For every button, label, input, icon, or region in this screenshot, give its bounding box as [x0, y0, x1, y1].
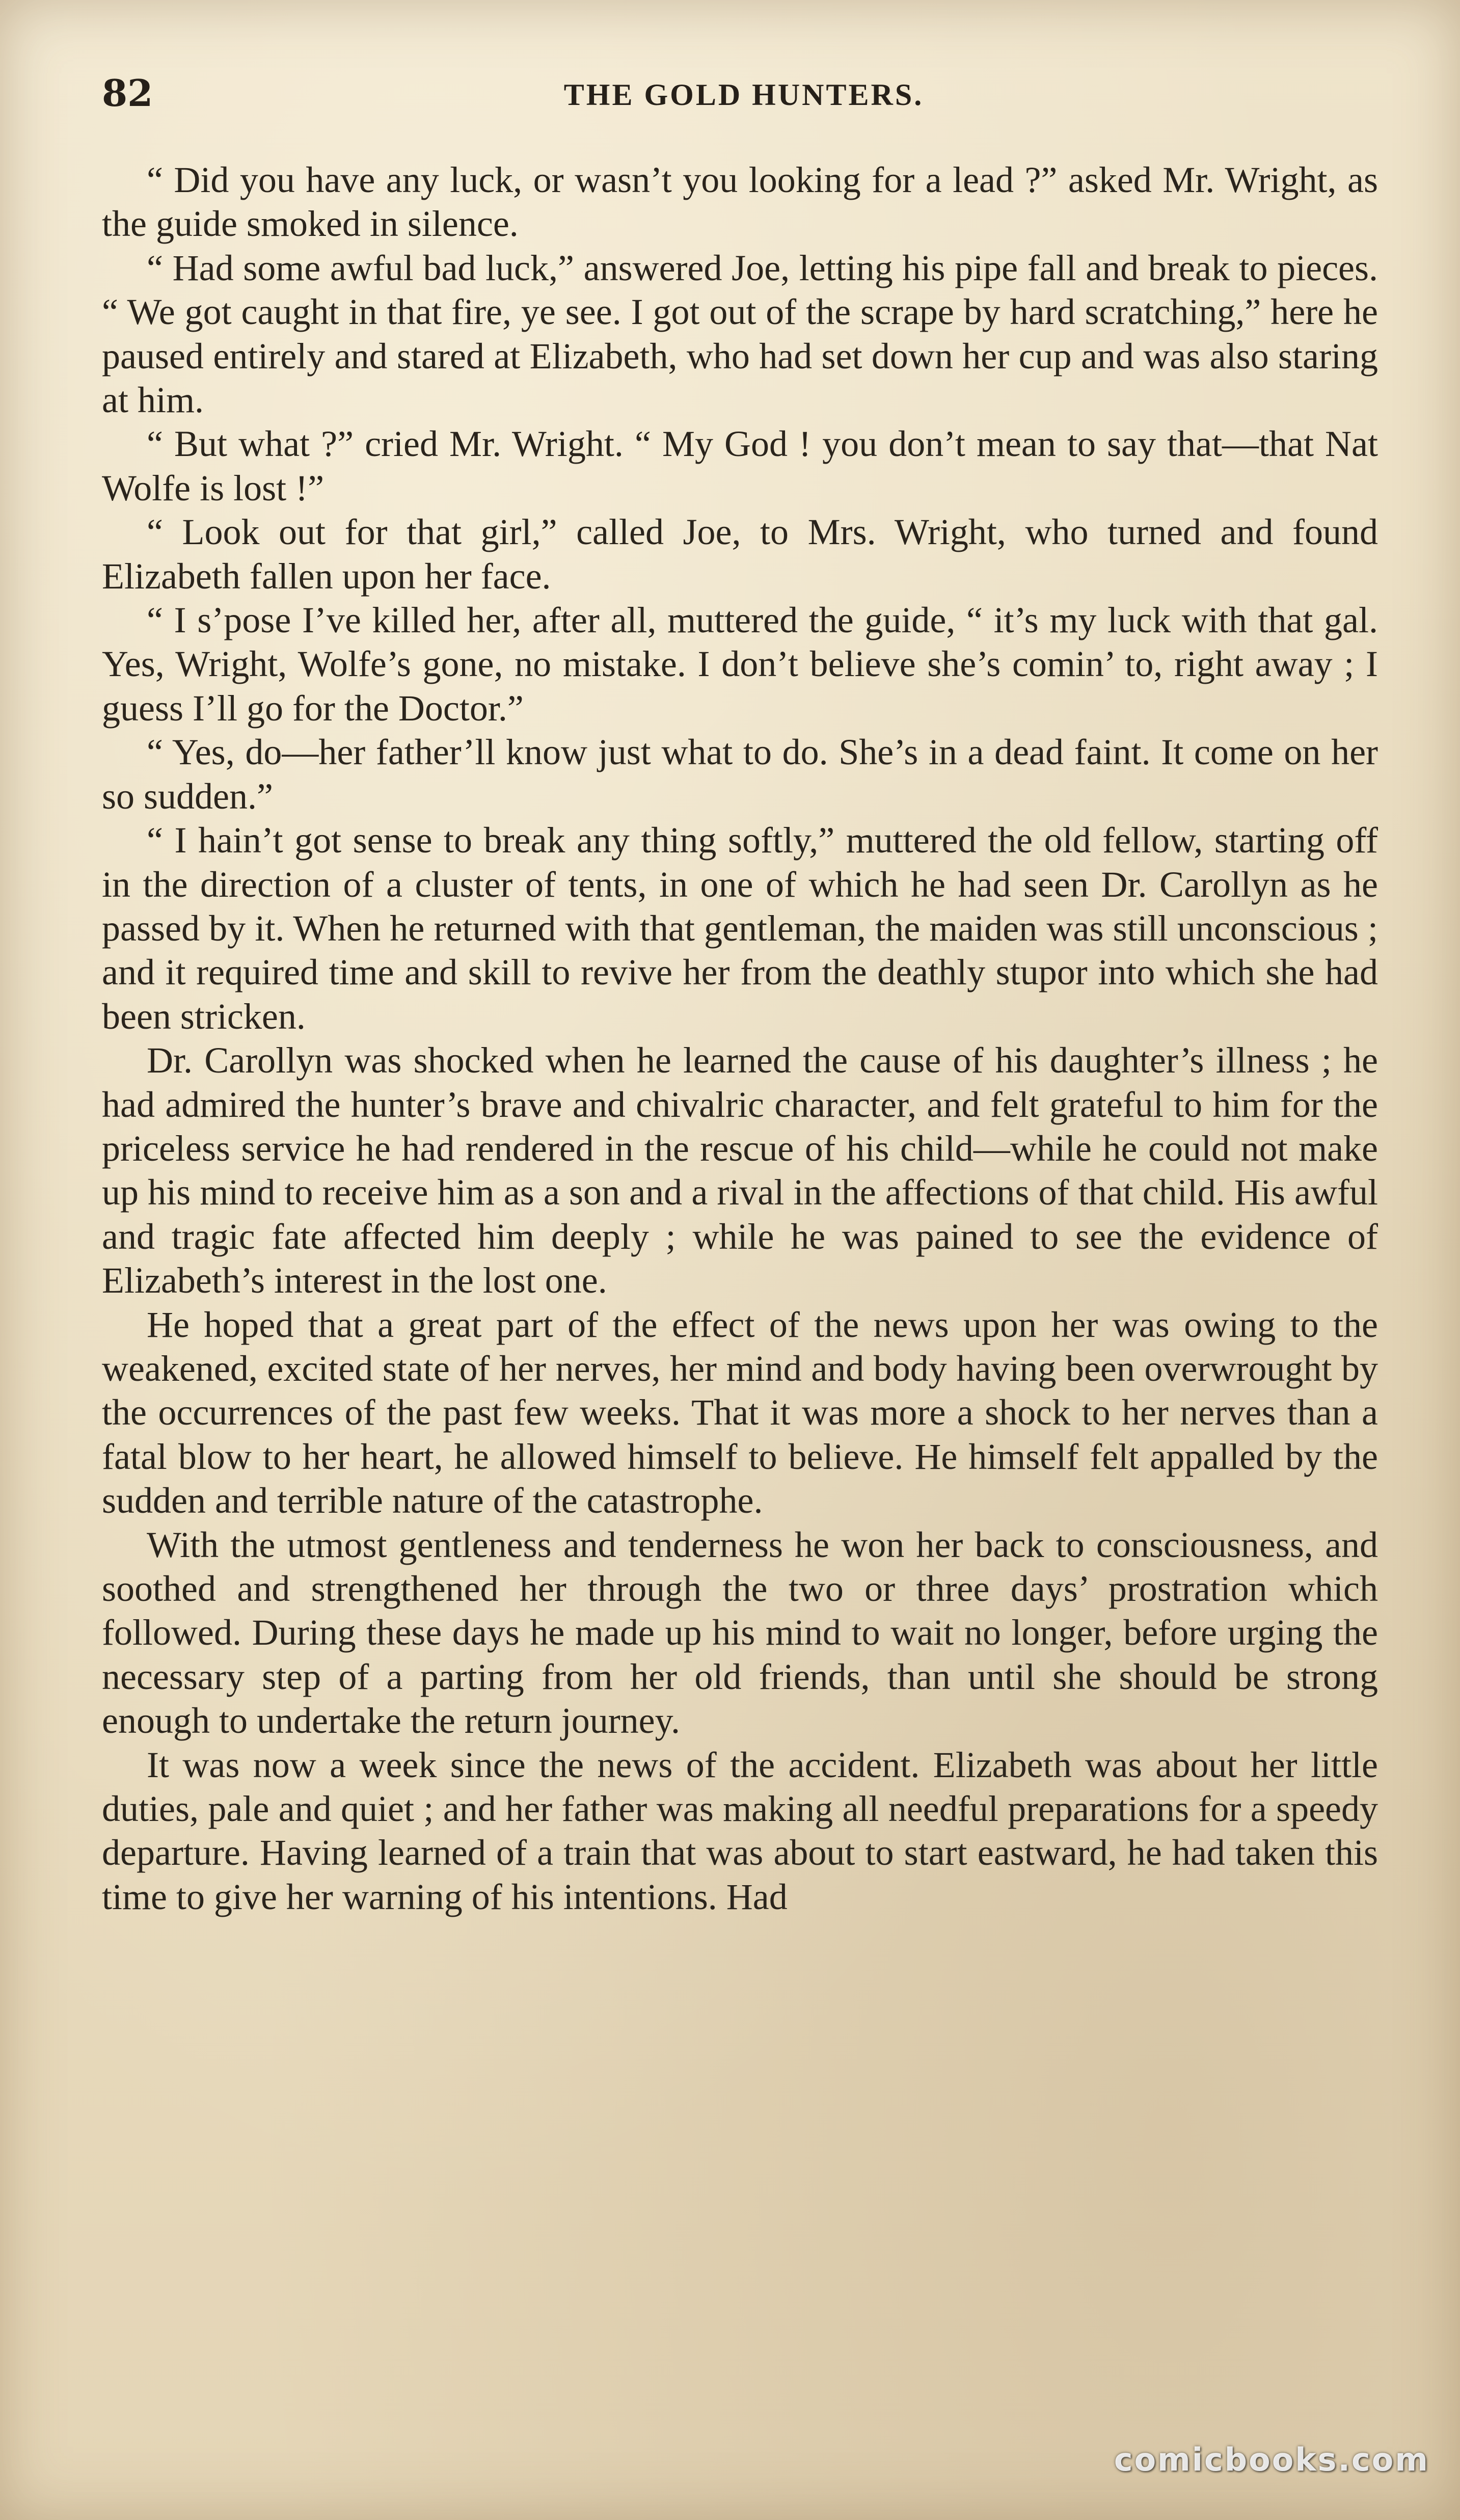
paragraph: He hoped that a great part of the effect of the news upon her was owing to the weakened, excited state of her nerves, her mind and body having been overwrought by the occurrences of the past few weeks. That it was more a shock to her nerves than a fatal blow to her heart, he allowed himself to believe. He himself felt appalled by the sudden and terrible nature of the catastrophe. — [102, 1304, 1378, 1521]
paragraph: “ But what ?” cried Mr. Wright. “ My God ! you don’t mean to say that—that Nat Wolfe is lost !” — [102, 423, 1378, 508]
paragraph: “ Look out for that girl,” called Joe, to Mrs. Wright, who turned and found Elizabeth fallen upon her face. — [102, 512, 1378, 597]
paragraph: “ Had some awful bad luck,” answered Joe, letting his pipe fall and break to pieces. “ We got caught in that fire, ye see. I got out of the scrape by hard scratching,” here he paused entirely and stared at Elizabeth, who had set down her cup and was also staring at him. — [102, 247, 1378, 421]
page-number: 82 — [102, 71, 153, 115]
paragraph: “ I s’pose I’ve killed her, after all, muttered the guide, “ it’s my luck with that gal. Yes, Wright, Wolfe’s gone, no mistake. I don’t believe she’s comin’ to, right away ; I guess I’ll go for the Doctor.” — [102, 600, 1378, 729]
page-header — [102, 66, 1386, 127]
paragraph: “ Yes, do—her father’ll know just what to do. She’s in a dead faint. It come on her so sudden.” — [102, 732, 1378, 817]
paragraph: “ I hain’t got sense to break any thing softly,” muttered the old fellow, starting off in the direction of a cluster of tents, in one of which he had seen Dr. Carollyn as he passed by it. When he returned with that gentleman, the maiden was still unconscious ; and it required time and skill to revive her from the deathly stupor into which she had been stricken. — [102, 820, 1378, 1037]
paragraph: It was now a week since the news of the accident. Elizabeth was about her little duties, pale and quiet ; and her father was making all needful preparations for a speedy departure. Having learned of a train that was about to start eastward, he had taken this time to give her warning of his intentions. Had — [102, 1744, 1378, 1917]
paragraph: “ Did you have any luck, or wasn’t you looking for a lead ?” asked Mr. Wright, as the guide smoked in silence. — [102, 159, 1378, 245]
body-text — [102, 158, 1378, 1919]
watermark: comicbooks.com — [1114, 2441, 1429, 2478]
running-title: THE GOLD HUNTERS. — [563, 78, 924, 112]
paragraph: Dr. Carollyn was shocked when he learned the cause of his daughter’s illness ; he had admired the hunter’s brave and chivalric character, and felt grateful to him for the priceless service he had rendered in the rescue of his child—while he could not make up his mind to receive him as a son and a rival in the affections of that child. His awful and tragic fate affected him deeply ; while he was pained to see the evidence of Elizabeth’s interest in the lost one. — [102, 1040, 1378, 1301]
paragraph: With the utmost gentleness and tenderness he won her back to consciousness, and soothed and strengthened her through the two or three days’ prostration which followed. During these days he made up his mind to wait no longer, before urging the necessary step of a parting from her old friends, than until she should be strong enough to undertake the return journey. — [102, 1524, 1378, 1741]
